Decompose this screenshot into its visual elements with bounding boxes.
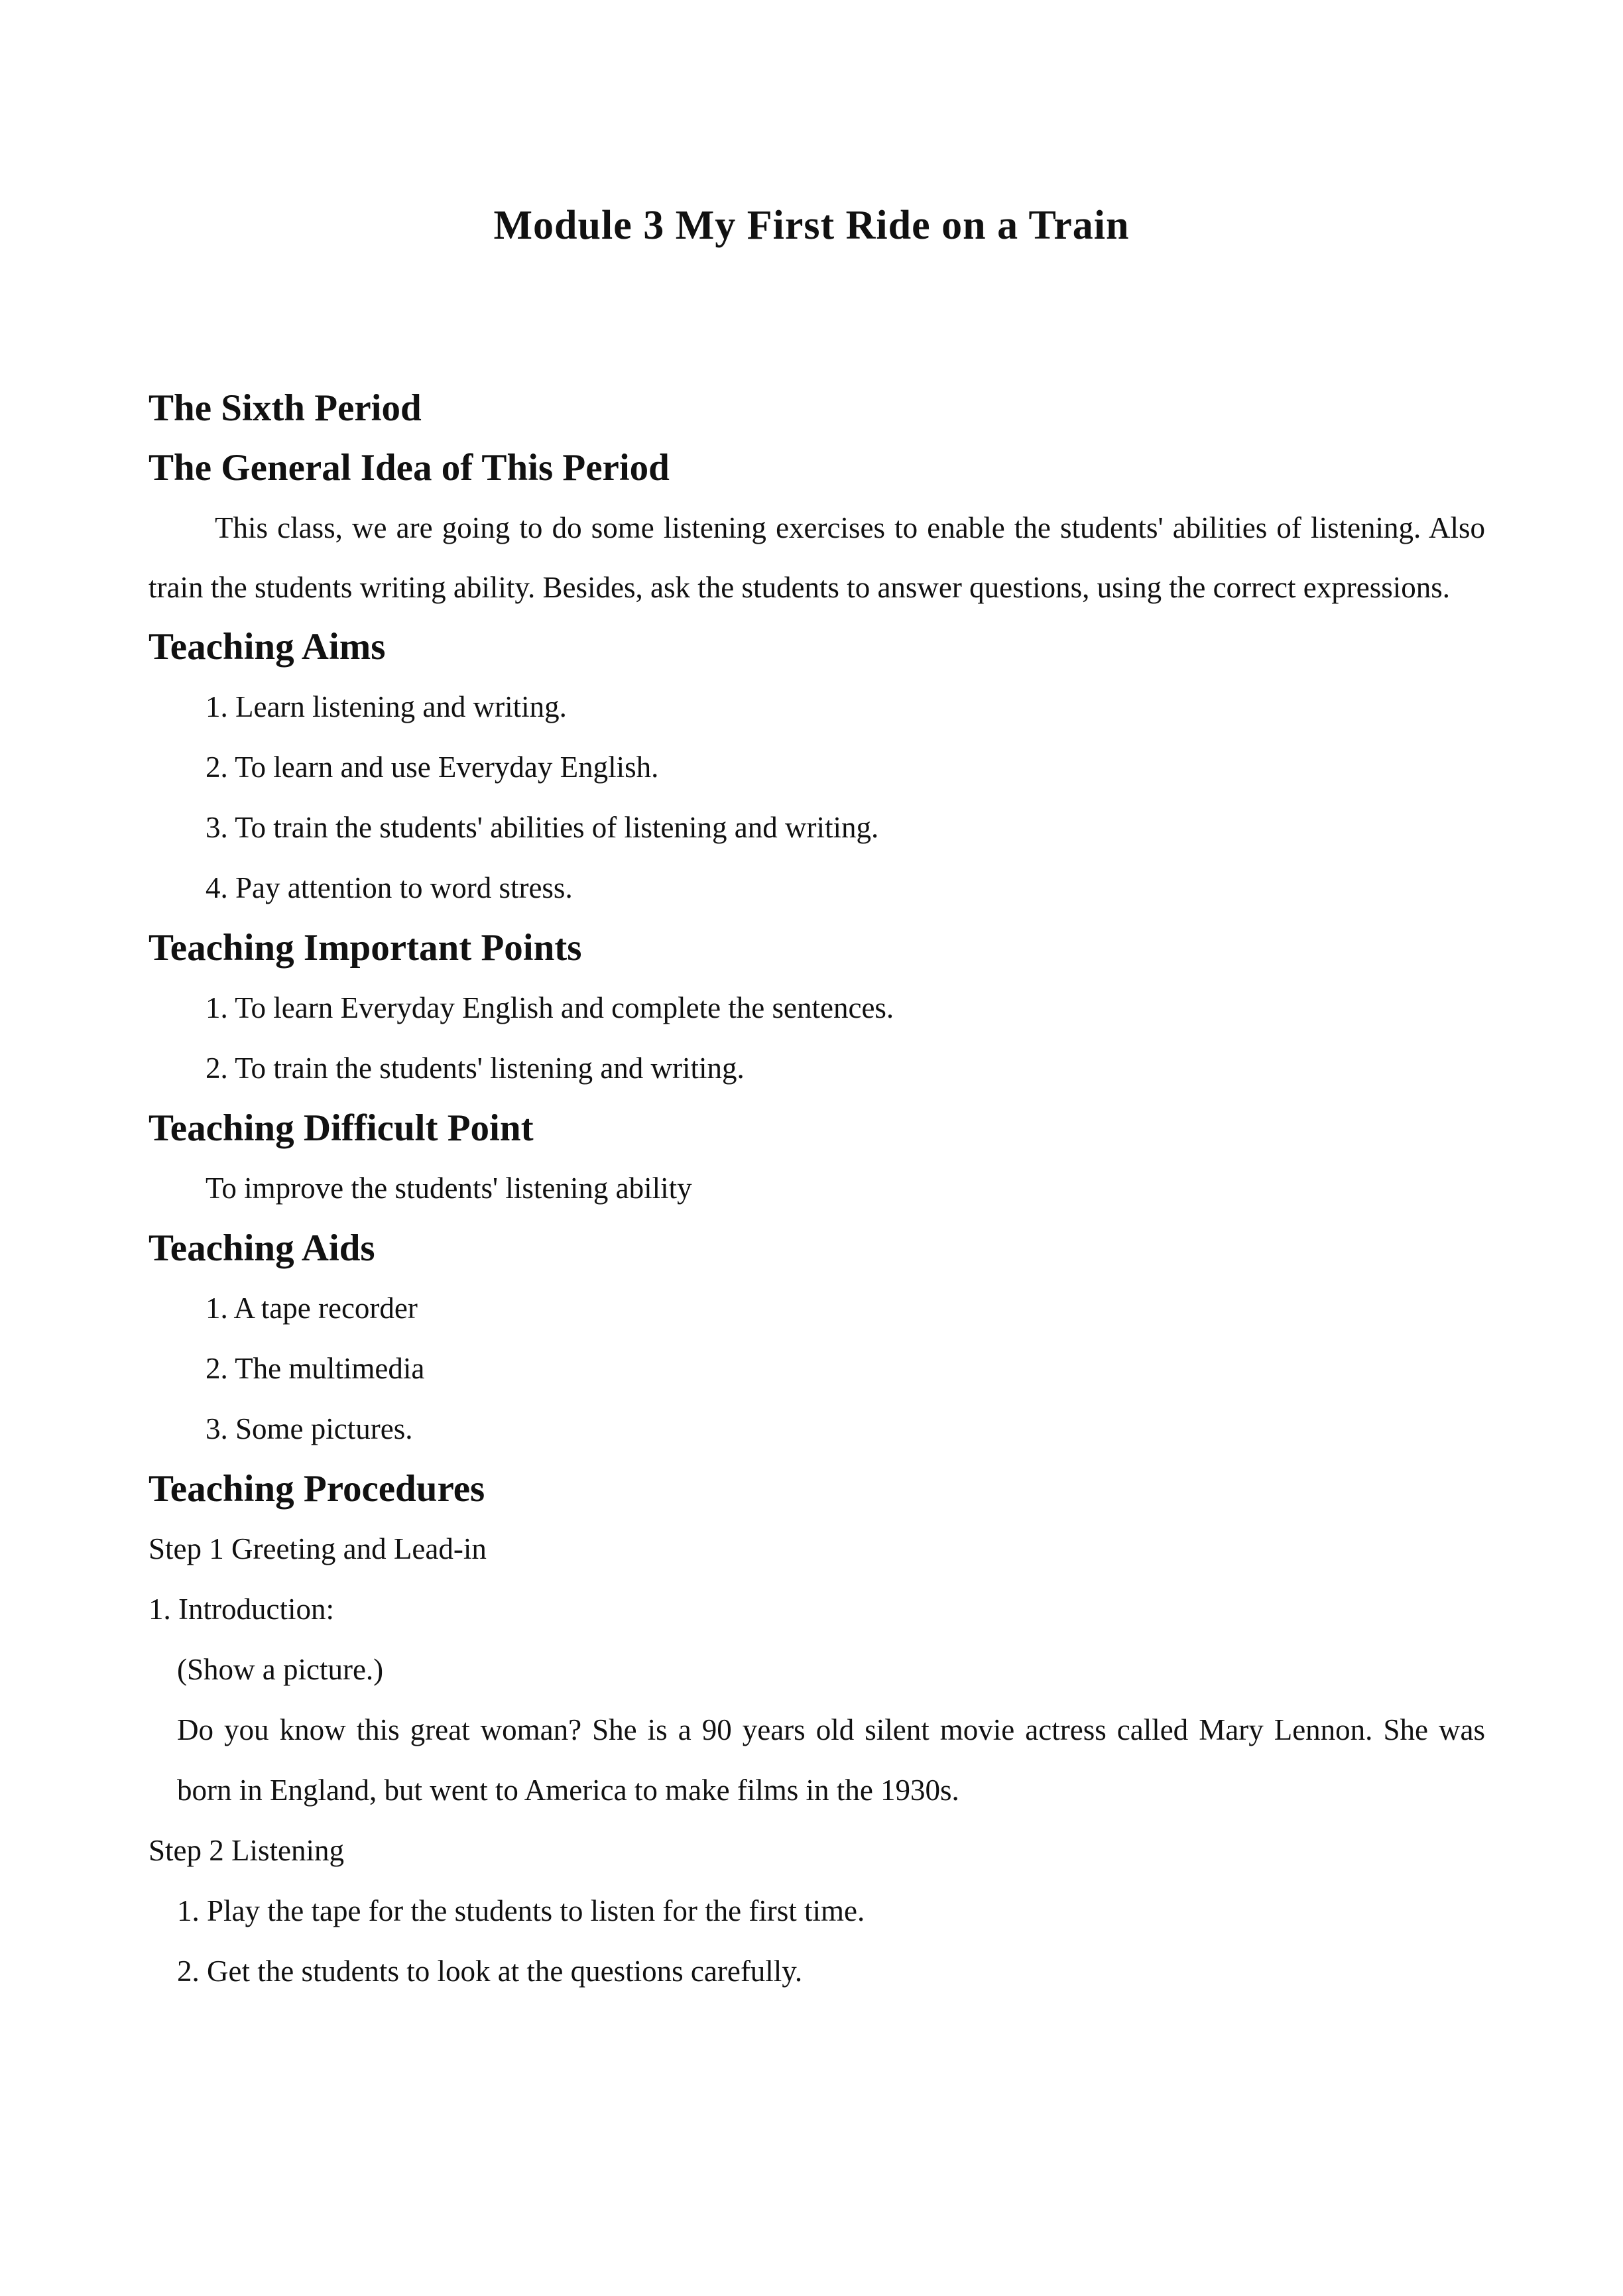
- difficult-point-heading: Teaching Difficult Point: [149, 1107, 534, 1149]
- general-idea-text: This class, we are going to do some listening exercises to enable the students' abilities of listening. Also train the students writing ability. Besides, ask the students to answer questions, using the correct expressions.: [149, 511, 1485, 604]
- teaching-aim-item: 1. Learn listening and writing.: [206, 690, 567, 723]
- step1-text: Do you know this great woman? She is a 90 years old silent movie actress called Mary Lennon. She was born in England, but went to America to make films in the 1930s.: [177, 1713, 1485, 1807]
- teaching-aim-item: 4. Pay attention to word stress.: [206, 871, 573, 904]
- step1-label: Step 1 Greeting and Lead-in: [149, 1532, 487, 1565]
- teaching-aim-item: 2. To learn and use Everyday English.: [206, 751, 659, 784]
- step1-introduction: 1. Introduction:: [149, 1593, 334, 1626]
- teaching-aid-item: 2. The multimedia: [206, 1352, 425, 1385]
- step2-item: 2. Get the students to look at the questions carefully.: [177, 1955, 803, 1988]
- teaching-aid-item: 3. Some pictures.: [206, 1412, 413, 1445]
- step1-show-picture: (Show a picture.): [177, 1653, 384, 1686]
- important-point-item: 2. To train the students' listening and writing.: [206, 1052, 745, 1085]
- teaching-aid-item: 1. A tape recorder: [206, 1292, 418, 1325]
- teaching-aids-heading: Teaching Aids: [149, 1227, 375, 1269]
- step2-label: Step 2 Listening: [149, 1834, 344, 1867]
- general-idea-heading: The General Idea of This Period: [149, 447, 670, 489]
- difficult-point-text: To improve the students' listening ability: [206, 1172, 692, 1205]
- document-body: [149, 379, 1485, 2002]
- important-point-item: 1. To learn Everyday English and complete the sentences.: [206, 991, 894, 1024]
- procedures-heading: Teaching Procedures: [149, 1468, 485, 1510]
- document-title: Module 3 My First Ride on a Train: [493, 203, 1130, 248]
- step2-item: 1. Play the tape for the students to listen for the first time.: [177, 1894, 865, 1927]
- teaching-aim-item: 3. To train the students' abilities of listening and writing.: [206, 811, 879, 844]
- teaching-aims-heading: Teaching Aims: [149, 626, 386, 668]
- important-points-heading: Teaching Important Points: [149, 927, 582, 969]
- period-heading: The Sixth Period: [149, 387, 422, 429]
